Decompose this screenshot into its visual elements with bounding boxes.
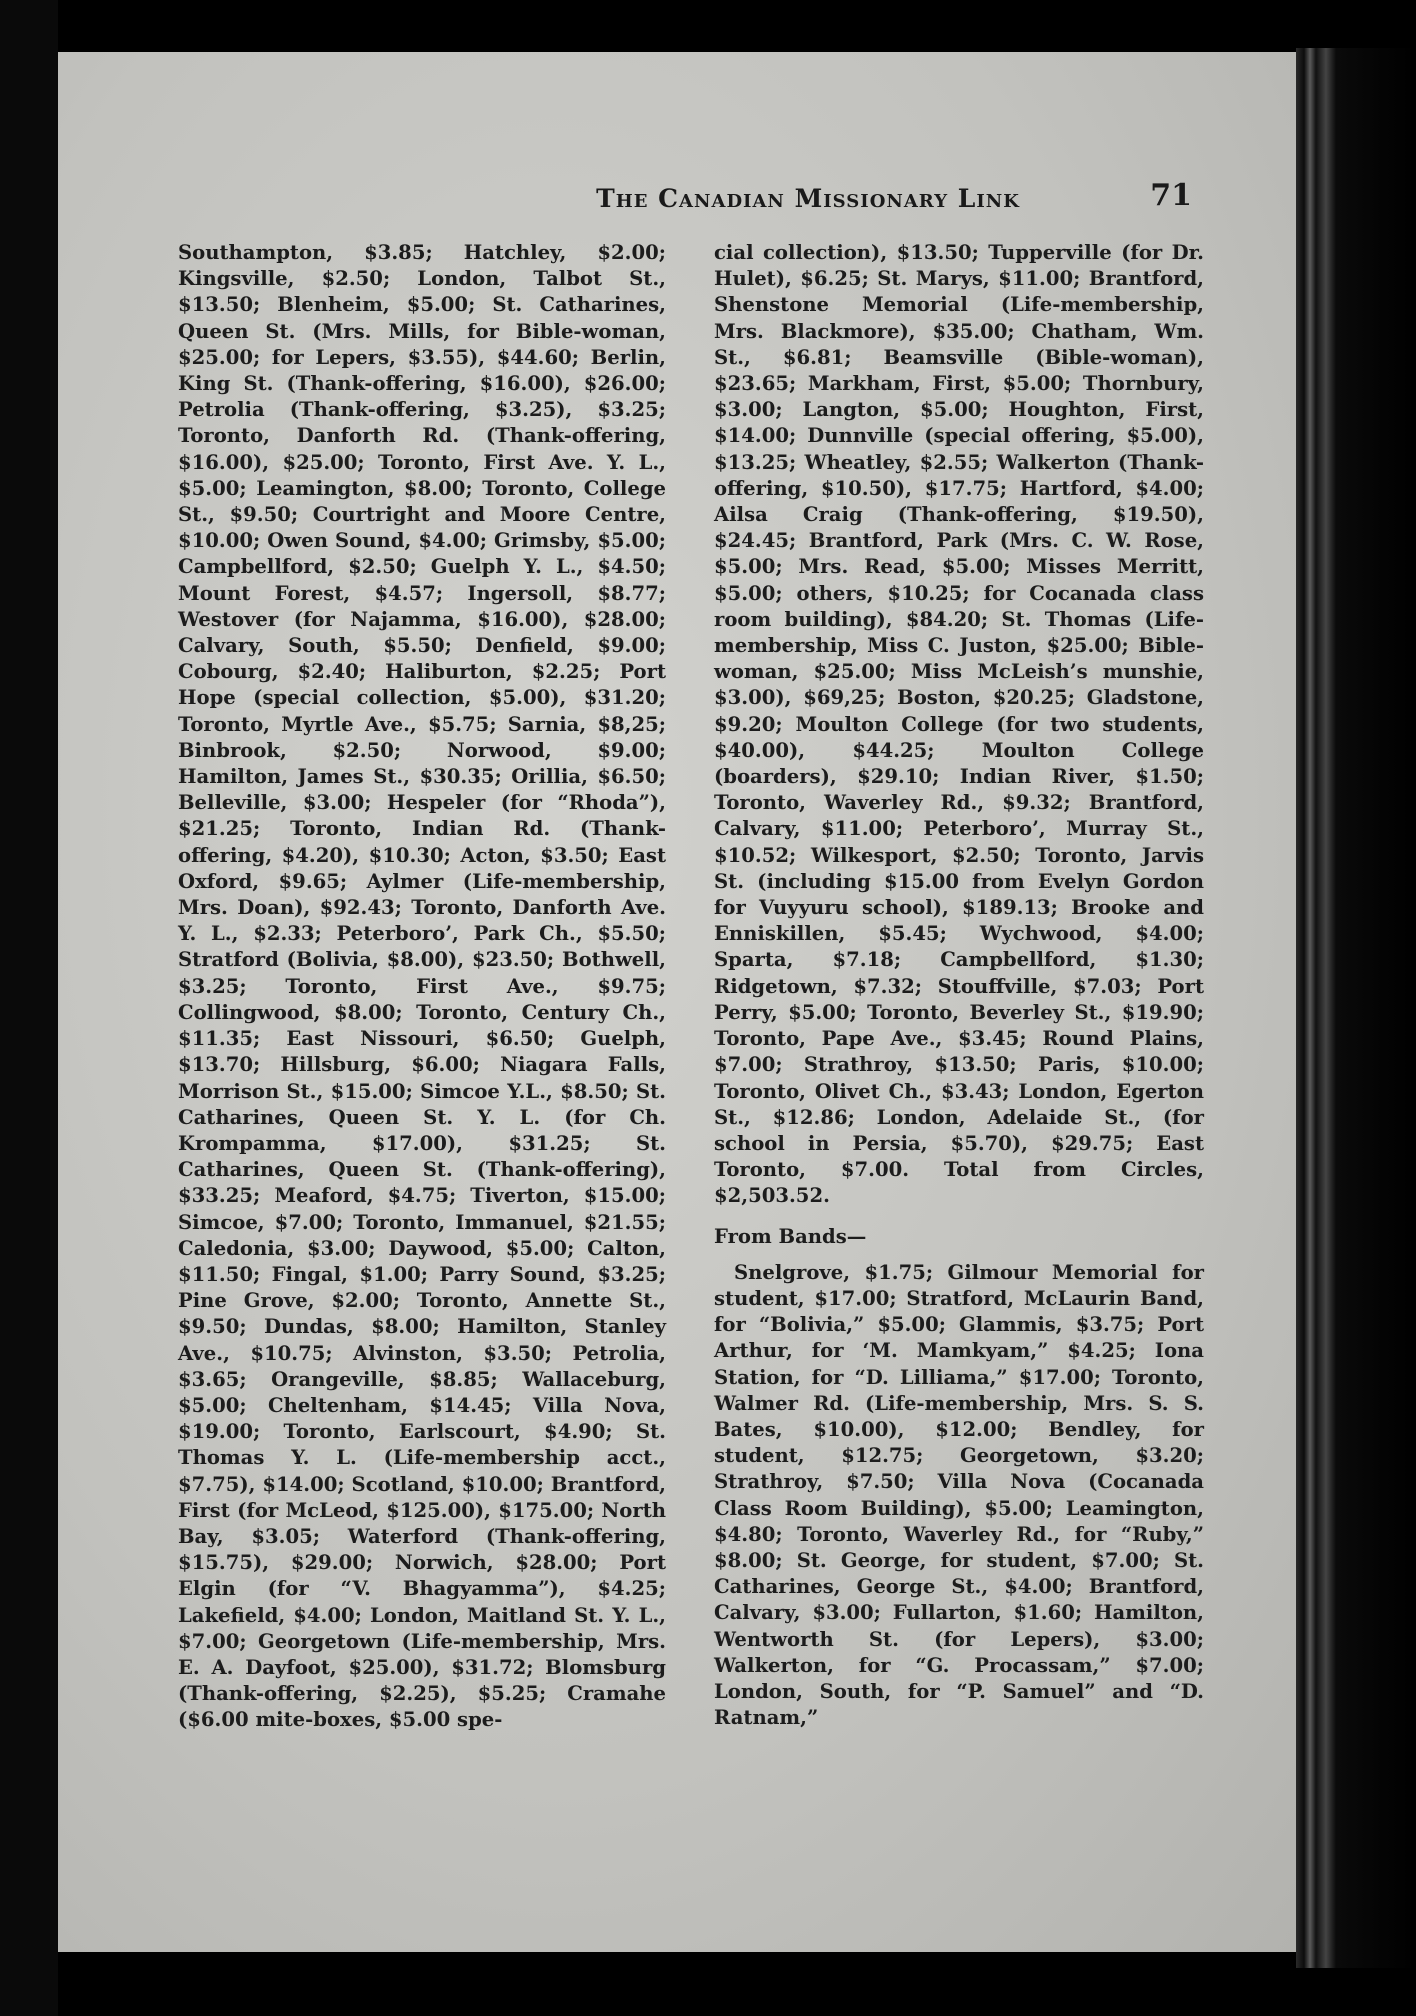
scan-border-left (0, 0, 58, 2016)
left-column (178, 240, 666, 1734)
circles-list-end: cial collection), $13.50; Tupperville (for Dr. Hulet), $6.25; St. Marys, $11.00; Brantford, Shenstone Memorial (Life-membership, Mrs. Blackmore), $35.00; Chatham, Wm. St., $6.81; Beamsville (Bible-woman), $23.65; Markham, First, $5.00; Thornbury, $3.00; Langton, $5.00; Houghton, First, $14.00; Dunnville (special offering, $5.00), $13.25; Wheatley, $2.55; Walkerton (Thank-offering, $10.50), $17.75; Hartford, $4.00; Ailsa Craig (Thank-offering, $19.50), $24.45; Brantford, Park (Mrs. C. W. Rose, $5.00; Mrs. Read, $5.00; Misses Merritt, $5.00; others, $10.25; for Cocanada class room building), $84.20; St. Thomas (Life-membership, Miss C. Juston, $25.00; Bible-woman, $25.00; Miss McLeish’s munshie, $3.00), $69,25; Boston, $20.25; Gladstone, $9.20; Moulton College (for two students, $40.00), $44.25; Moulton College (boarders), $29.10; Indian River, $1.50; Toronto, Waverley Rd., $9.32; Brantford, Calvary, $11.00; Peterboro’, Murray St., $10.52; Wilkesport, $2.50; Toronto, Jarvis St. (including $15.00 from Evelyn Gordon for Vuyyuru school), $189.13; Brooke and Enniskillen, $5.45; Wychwood, $4.00; Sparta, $7.18; Campbellford, $1.30; Ridgetown, $7.32; Stouffville, $7.03; Port Perry, $5.00; Toronto, Beverley St., $19.90; Toronto, Pape Ave., $3.45; Round Plains, $7.00; Strathroy, $13.50; Paris, $10.00; Toronto, Olivet Ch., $3.43; London, Egerton St., $12.86; London, Adelaide St., (for school in Persia, $5.70), $29.75; East Toronto, $7.00. Total from Circles, $2,503.52. (714, 241, 1204, 1208)
bands-heading: From Bands— (714, 1224, 867, 1248)
page-number: 71 (1150, 178, 1192, 213)
circles-list-continued: Southampton, $3.85; Hatchley, $2.00; Kingsville, $2.50; London, Talbot St., $13.50; Blenheim, $5.00; St. Catharines, Queen St. (Mrs. Mills, for Bible-woman, $25.00; for Lepers, $3.55), $44.60; Berlin, King St. (Thank-offering, $16.00), $26.00; Petrolia (Thank-offering, $3.25), $3.25; Toronto, Danforth Rd. (Thank-offering, $16.00), $25.00; Toronto, First Ave. Y. L., $5.00; Leamington, $8.00; Toronto, College St., $9.50; Courtright and Moore Centre, $10.00; Owen Sound, $4.00; Grimsby, $5.00; Campbellford, $2.50; Guelph Y. L., $4.50; Mount Forest, $4.57; Ingersoll, $8.77; Westover (for Najamma, $16.00), $28.00; Calvary, South, $5.50; Denfield, $9.00; Cobourg, $2.40; Haliburton, $2.25; Port Hope (special collection, $5.00), $31.20; Toronto, Myrtle Ave., $5.75; Sarnia, $8,25; Binbrook, $2.50; Norwood, $9.00; Hamilton, James St., $30.35; Orillia, $6.50; Belleville, $3.00; Hespeler (for “Rhoda”), $21.25; Toronto, Indian Rd. (Thank-offering, $4.20), $10.30; Acton, $3.50; East Oxford, $9.65; Aylmer (Life-membership, Mrs. Doan), $92.43; Toronto, Danforth Ave. Y. L., $2.33; Peterboro’, Park Ch., $5.50; Stratford (Bolivia, $8.00), $23.50; Bothwell, $3.25; Toronto, First Ave., $9.75; Collingwood, $8.00; Toronto, Century Ch., $11.35; East Nissouri, $6.50; Guelph, $13.70; Hillsburg, $6.00; Niagara Falls, Morrison St., $15.00; Simcoe Y.L., $8.50; St. Catharines, Queen St. Y. L. (for Ch. Krompamma, $17.00), $31.25; St. Catharines, Queen St. (Thank-offering), $33.25; Meaford, $4.75; Tiverton, $15.00; Simcoe, $7.00; Toronto, Immanuel, $21.55; Caledonia, $3.00; Daywood, $5.00; Calton, $11.50; Fingal, $1.00; Parry Sound, $3.25; Pine Grove, $2.00; Toronto, Annette St., $9.50; Dundas, $8.00; Hamilton, Stanley Ave., $10.75; Alvinston, $3.50; Petrolia, $3.65; Orangeville, $8.85; Wallaceburg, $5.00; Cheltenham, $14.45; Villa Nova, $19.00; Toronto, Earlscourt, $4.90; St. Thomas Y. L. (Life-membership acct., $7.75), $14.00; Scotland, $10.00; Brantford, First (for McLeod, $125.00), $175.00; North Bay, $3.05; Waterford (Thank-offering, $15.75), $29.00; Norwich, $28.00; Port Elgin (for “V. Bhagyamma”), $4.25; Lakefield, $4.00; London, Maitland St. Y. L., $7.00; Georgetown (Life-membership, Mrs. E. A. Dayfoot, $25.00), $31.72; Blomsburg (Thank-offering, $2.25), $5.25; Cramahe ($6.00 mite-boxes, $5.00 spe- (178, 241, 666, 1732)
bands-list: Snelgrove, $1.75; Gilmour Memorial for student, $17.00; Stratford, McLaurin Band, for “Bolivia,” $5.00; Glammis, $3.75; Port Arthur, for ‘M. Mamkyam,” $4.25; Iona Station, for “D. Lilliama,” $17.00; Toronto, Walmer Rd. (Life-membership, Mrs. S. S. Bates, $10.00), $12.00; Bendley, for student, $12.75; Georgetown, $3.20; Strathroy, $7.50; Villa Nova (Cocanada Class Room Building), $5.00; Leamington, $4.80; Toronto, Waverley Rd., for “Ruby,” $8.00; St. George, for student, $7.00; St. Catharines, George St., $4.00; Brantford, Calvary, $3.00; Fullarton, $1.60; Hamilton, Wentworth St. (for Lepers), $3.00; Walkerton, for “G. Procassam,” $7.00; London, South, for “P. Samuel” and “D. Ratnam,” (714, 1260, 1204, 1730)
page-title: The Canadian Missionary Link (596, 184, 1020, 213)
right-column (714, 240, 1204, 1731)
scan-border-top (0, 0, 1416, 52)
book-spine-edge (1296, 48, 1416, 1968)
